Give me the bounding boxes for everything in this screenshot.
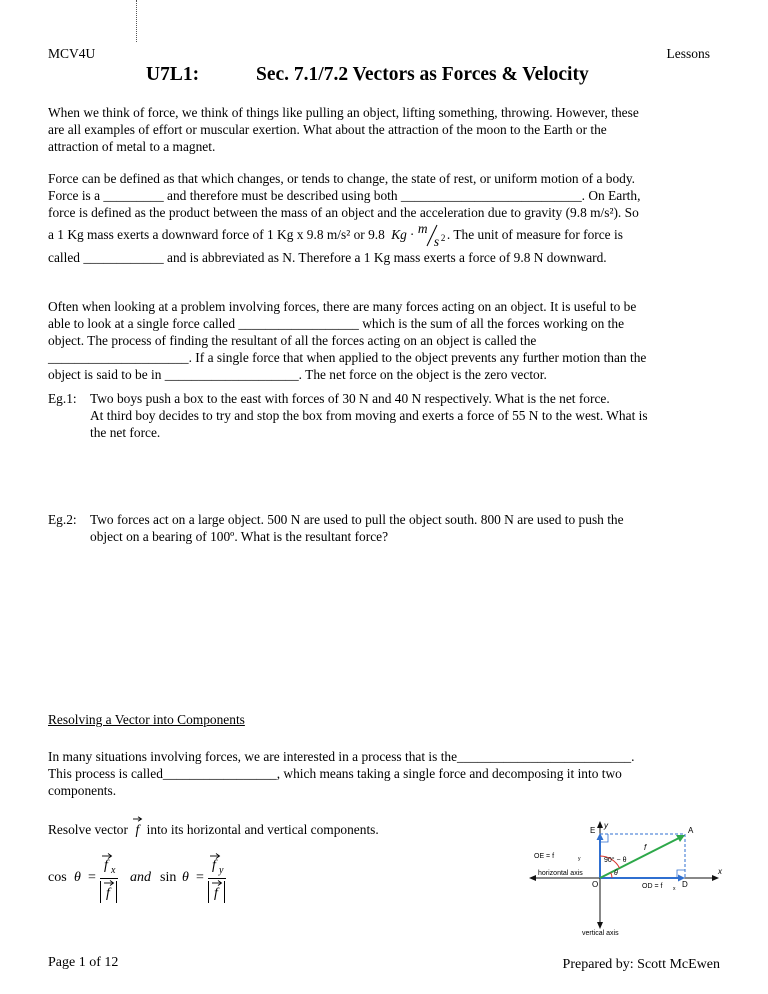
- point-d-label: D: [682, 880, 688, 889]
- vertical-axis-label: vertical axis: [582, 930, 619, 937]
- point-e-label: E: [590, 826, 596, 835]
- intro-paragraph: [48, 104, 724, 155]
- header-category: Lessons: [666, 46, 710, 61]
- example-label: Eg.1:: [48, 391, 77, 406]
- text-line-with-units: a 1 Kg mass exerts a downward force of 1 Kg x 9.8 m/s² or 9.8 Kg · m s 2 . The unit of measure for force is: [48, 220, 623, 249]
- example-label: Eg.2:: [48, 512, 77, 527]
- od-sub-label: x: [673, 886, 676, 892]
- text-line: This process is called_________________, which means taking a single force and decomposing it into two: [48, 766, 622, 781]
- component-formula: cos θ = f x f and sin θ = f y f: [48, 848, 248, 918]
- vector-components-diagram: [528, 820, 728, 938]
- abs-bar: [208, 881, 209, 903]
- text-line: object is said to be in ____________________. The net force on the object is the zero vector.: [48, 367, 547, 382]
- y-arrow-up-icon: [597, 821, 603, 828]
- vector-arrow-icon: [133, 816, 143, 822]
- vector-f-label: f: [644, 843, 647, 852]
- text-line: In many situations involving forces, we are interested in a process that is the__________________________.: [48, 749, 635, 764]
- od-label: OD = f: [642, 883, 663, 890]
- components-paragraph: [48, 748, 724, 799]
- lesson-code: U7L1:: [146, 64, 200, 85]
- unit-fraction: m s 2: [417, 220, 446, 249]
- text-line: are all examples of effort or muscular exertion. What about the attraction of the moon to the Earth or the: [48, 122, 607, 137]
- vector-f: f: [131, 822, 143, 838]
- text-line: _____________________. If a single force that when applied to the object prevents any further motion than the: [48, 350, 647, 365]
- text-line: Two forces act on a large object. 500 N are used to pull the object south. 800 N are used to push the: [90, 512, 624, 527]
- x-axis-label: x: [718, 867, 722, 876]
- text-line: Often when looking at a problem involving forces, there are many forces acting on an object. It is useful to be: [48, 299, 637, 314]
- point-a-label: A: [688, 826, 694, 835]
- text-line: called ____________ and is abbreviated as N. Therefore a 1 Kg mass exerts a force of 9.8 N downward.: [48, 250, 607, 265]
- x-arrow-left-icon: [529, 875, 536, 881]
- text-line: At third boy decides to try and stop the box from moving and exerts a force of 55 N to the west. What is: [90, 408, 648, 423]
- resultant-paragraph: [48, 298, 724, 383]
- horizontal-axis-label: horizontal axis: [538, 870, 583, 877]
- page-number: Page 1 of 12: [48, 955, 119, 970]
- y-arrow-down-icon: [597, 922, 603, 929]
- oe-sub-label: y: [578, 856, 581, 862]
- point-o-label: O: [592, 880, 599, 889]
- theta-label: θ: [614, 870, 618, 877]
- abs-bar: [224, 881, 225, 903]
- text-line: Force is a _________ and therefore must be described using both ___________________________. On Earth,: [48, 188, 641, 203]
- text-line: Force can be defined as that which changes, or tends to change, the state of rest, or uniform motion of a body.: [48, 171, 636, 186]
- course-code: MCV4U: [48, 46, 96, 61]
- example-1: [48, 390, 728, 446]
- section-heading: Resolving a Vector into Components: [48, 712, 245, 727]
- abs-bar: [116, 881, 117, 903]
- y-axis-label: y: [604, 821, 608, 830]
- text-line: force is defined as the product between the mass of an object and the acceleration due to gravity (9.8 m/s²). So: [48, 205, 639, 220]
- text-line: attraction of metal to a magnet.: [48, 139, 216, 154]
- resolve-instruction: Resolve vector f into its horizontal and vertical components.: [48, 822, 379, 838]
- text-line: object on a bearing of 100º. What is the resultant force?: [90, 529, 389, 544]
- abs-bar: [100, 881, 101, 903]
- text-line: Two boys push a box to the east with forces of 30 N and 40 N respectively. What is the net force.: [90, 391, 610, 406]
- example-text: [90, 390, 730, 441]
- force-definition-paragraph: [48, 170, 724, 266]
- text-line: When we think of force, we think of things like pulling an object, lifting something, throwing. However, these: [48, 105, 639, 120]
- example-2: [48, 511, 728, 551]
- text-line: the net force.: [90, 425, 161, 440]
- example-text: [90, 511, 730, 545]
- oe-label: OE = f: [534, 853, 555, 860]
- text-line: components.: [48, 783, 117, 798]
- page-title: Sec. 7.1/7.2 Vectors as Forces & Velocity: [256, 64, 589, 85]
- text-line: able to look at a single force called __________________ which is the sum of all the forces working on the: [48, 316, 625, 331]
- scan-artifact-line: [136, 0, 137, 42]
- complement-angle-label: 90° − θ: [604, 857, 627, 864]
- text-line: object. The process of finding the resultant of all the forces acting on an object is called the: [48, 333, 537, 348]
- author-credit: Prepared by: Scott McEwen: [562, 957, 720, 972]
